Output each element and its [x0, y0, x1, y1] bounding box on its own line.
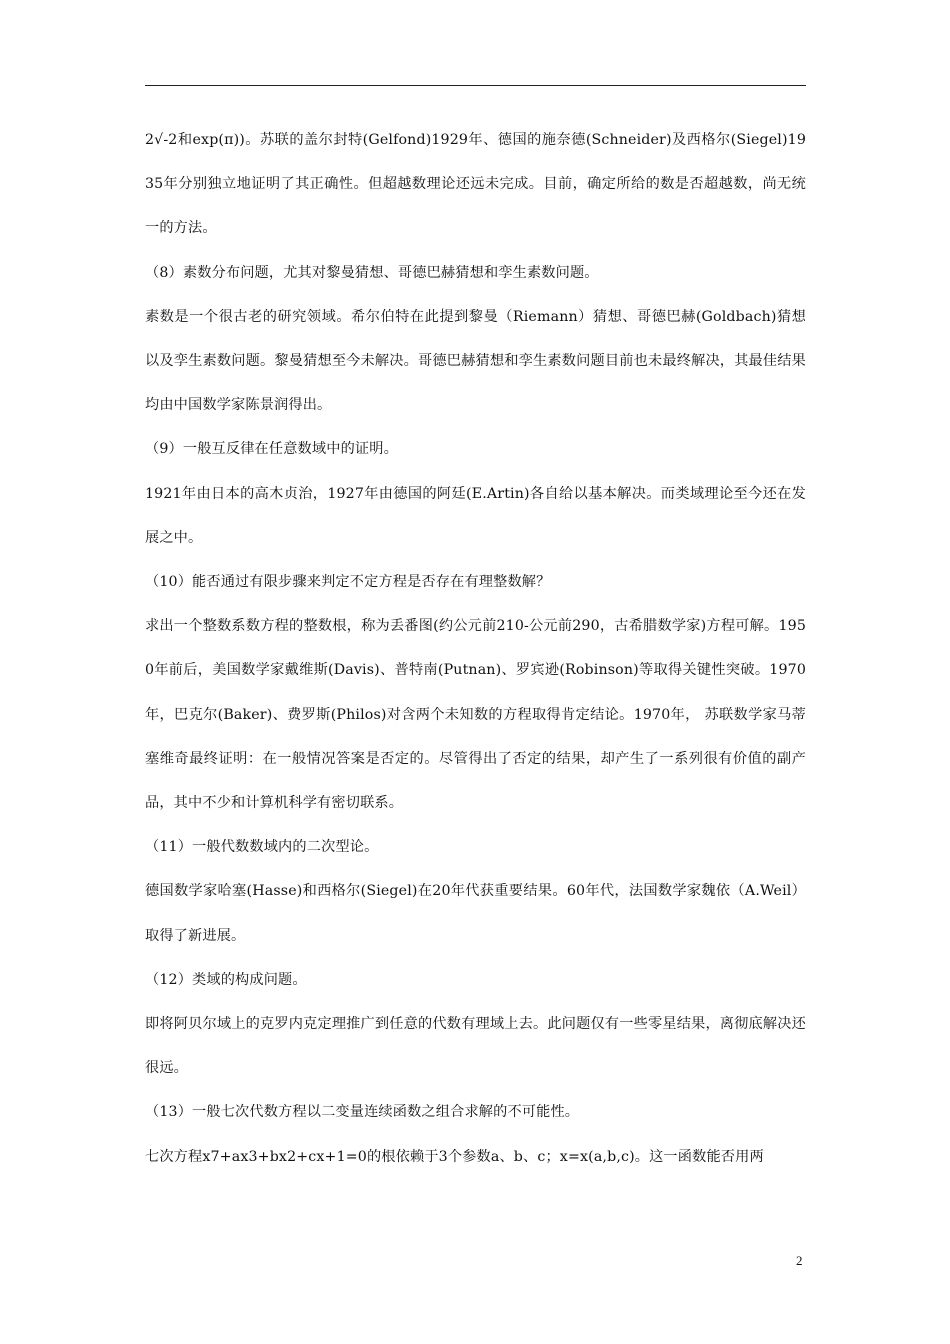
section-heading-12: （12）类域的构成问题。 — [145, 971, 307, 988]
section-heading-11: （11）一般代数数域内的二次型论。 — [145, 839, 379, 856]
section-heading-9: （9）一般互反律在任意数域中的证明。 — [145, 441, 398, 458]
section-heading-8: （8）素数分布问题，尤其对黎曼猜想、哥德巴赫猜想和孪生素数问题。 — [145, 264, 599, 281]
document-body — [145, 118, 806, 1179]
section-heading-10: （10）能否通过有限步骤来判定不定方程是否存在有理整数解？ — [145, 574, 551, 591]
paragraph: 素数是一个很古老的研究领域。希尔伯特在此提到黎曼（Riemann）猜想、哥德巴赫(Goldbach)猜想以及孪生素数问题。黎曼猜想至今未解决。哥德巴赫猜想和孪生素数问题目前也未最终解决，其最佳结果均由中国数学家陈景润得出。 — [145, 308, 806, 414]
section-heading-13: （13）一般七次代数方程以二变量连续函数之组合求解的不可能性。 — [145, 1104, 580, 1121]
paragraph: 七次方程x7+ax3+bx2+cx+1=0的根依赖于3个参数a、b、c；x=x(a,b,c)。这一函数能否用两 — [145, 1148, 764, 1165]
page-number: 2 — [796, 1253, 803, 1268]
paragraph: 求出一个整数系数方程的整数根，称为丢番图(约公元前210-公元前290，古希腊数学家)方程可解。1950年前后，美国数学家戴维斯(Davis)、普特南(Putnan)、罗宾逊(Robinson)等取得关键性突破。1970年，巴克尔(Baker)、费罗斯(Philos)对含两个未知数的方程取得肯定结论。1970年， 苏联数学家马蒂塞维奇最终证明：在一般情况答案是否定的。尽管得出了否定的结果，却产生了一系列很有价值的副产品，其中不少和计算机科学有密切联系。 — [145, 618, 806, 812]
paragraph: 即将阿贝尔域上的克罗内克定理推广到任意的代数有理域上去。此问题仅有一些零星结果，离彻底解决还很远。 — [145, 1016, 806, 1077]
paragraph: 1921年由日本的高木贞治，1927年由德国的阿廷(E.Artin)各自给以基本解决。而类域理论至今还在发展之中。 — [145, 485, 806, 546]
paragraph: 德国数学家哈塞(Hasse)和西格尔(Siegel)在20年代获重要结果。60年代，法国数学家魏依（A.Weil）取得了新进展。 — [145, 883, 806, 944]
paragraph: 2√-2和exp(π))。苏联的盖尔封特(Gelfond)1929年、德国的施奈德(Schneider)及西格尔(Siegel)1935年分别独立地证明了其正确性。但超越数理论还远未完成。目前，确定所给的数是否超越数，尚无统一的方法。 — [145, 132, 806, 237]
header-rule — [145, 85, 806, 86]
